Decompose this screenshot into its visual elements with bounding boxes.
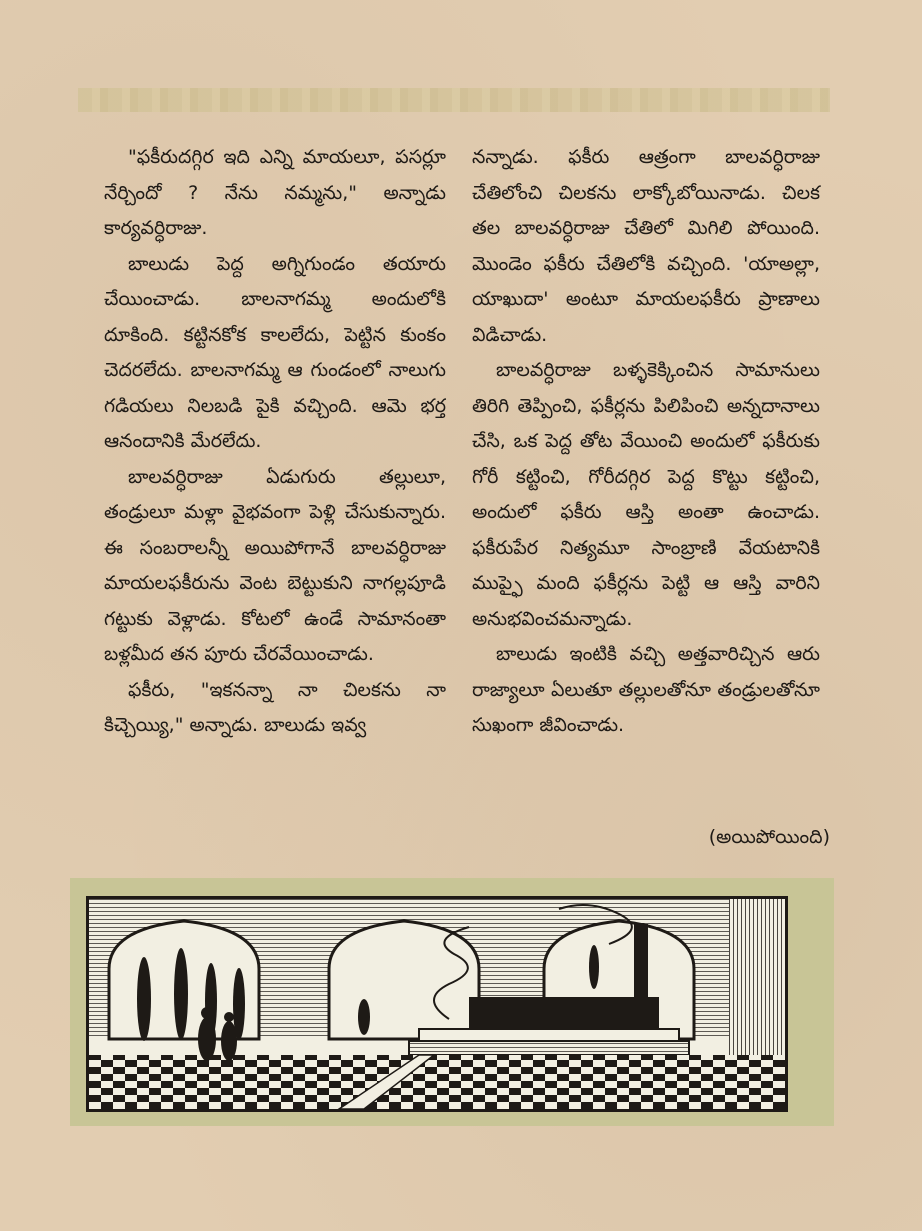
- header-decoration-band: [78, 88, 830, 112]
- paragraph-4: ఫకీరు, "ఇకనన్నా నా చిలకను నా కిచ్చెయ్యి," అన్నాడు. బాలుడు ఇవ్వ: [104, 678, 446, 736]
- paragraph-3: బాలవర్ధిరాజు ఏడుగురు తల్లులూ, తండ్రులూ మళ్లా వైభవంగా పెళ్లి చేసుకున్నారు. ఈ సంబరాలన్నీ అయిపోగానే బాలవర్ధిరాజు మాయలఫకీరును వెంట బెట్టుకుని నాగల్లపూడి గట్టుకు వెళ్లాడు. కోటలో ఉండే సామానంతా బళ్లమీద తన పూరు చేరవేయించాడు.: [104, 465, 446, 665]
- story-end-mark: (అయిపోయింది): [708, 826, 830, 848]
- paragraph-2: బాలుడు పెద్ద అగ్నిగుండం తయారు చేయించాడు. బాలనాగమ్మ అందులోకి దూకింది. కట్టినకోక కాలలేదు, పెట్టిన కుంకం చెదరలేదు. బాలనాగమ్మ ఆ గుండంలో నాలుగు గడియలు నిలబడి పైకి వచ్చింది. ఆమె భర్త ఆనందానికి మేరలేదు.: [104, 252, 446, 452]
- right-text-column: [472, 140, 820, 744]
- left-text-column: [104, 140, 446, 744]
- paragraph-1: "ఫకీరుదగ్గిర ఇది ఎన్ని మాయలూ, పసర్లూ నేర్చిందో ? నేను నమ్మను," అన్నాడు కార్యవర్ధిరాజు.: [104, 146, 446, 239]
- tomb-garden-illustration: [86, 896, 788, 1112]
- paragraph-5: నన్నాడు. ఫకీరు ఆత్రంగా బాలవర్ధిరాజు చేతిలోంచి చిలకను లాక్కోబోయినాడు. చిలక తల బాలవర్ధిరాజు చేతిలో మిగిలి పోయింది. మొండెం ఫకీరు చేతిలోకి వచ్చింది. 'యాఅల్లా, యాఖుదా' అంటూ మాయలఫకీరు ప్రాణాలు విడిచాడు.: [472, 146, 820, 346]
- paragraph-6: బాలవర్ధిరాజు బళ్ళకెక్కించిన సామానులు తిరిగి తెప్పించి, ఫకీర్లను పిలిపించి అన్నదానాలు చేసి, ఒక పెద్ద తోట వేయించి అందులో ఫకీరుకు గోరీ కట్టించి, గోరీదగ్గిర పెద్ద కొట్టు కట్టించి, అందులో ఫకీరు ఆస్తి అంతా ఉంచాడు. ఫకీరుపేర నిత్యమూ సాంబ్రాణి వేయటానికి ముప్ఫై మంది ఫకీర్లను పెట్టి ఆ ఆస్తి వారిని అనుభవించమన్నాడు.: [472, 359, 820, 630]
- paragraph-7: బాలుడు ఇంటికి వచ్చి అత్తవారిచ్చిన ఆరు రాజ్యాలూ ఏలుతూ తల్లులతోనూ తండ్రులతోనూ సుఖంగా జీవించాడు.: [472, 643, 820, 736]
